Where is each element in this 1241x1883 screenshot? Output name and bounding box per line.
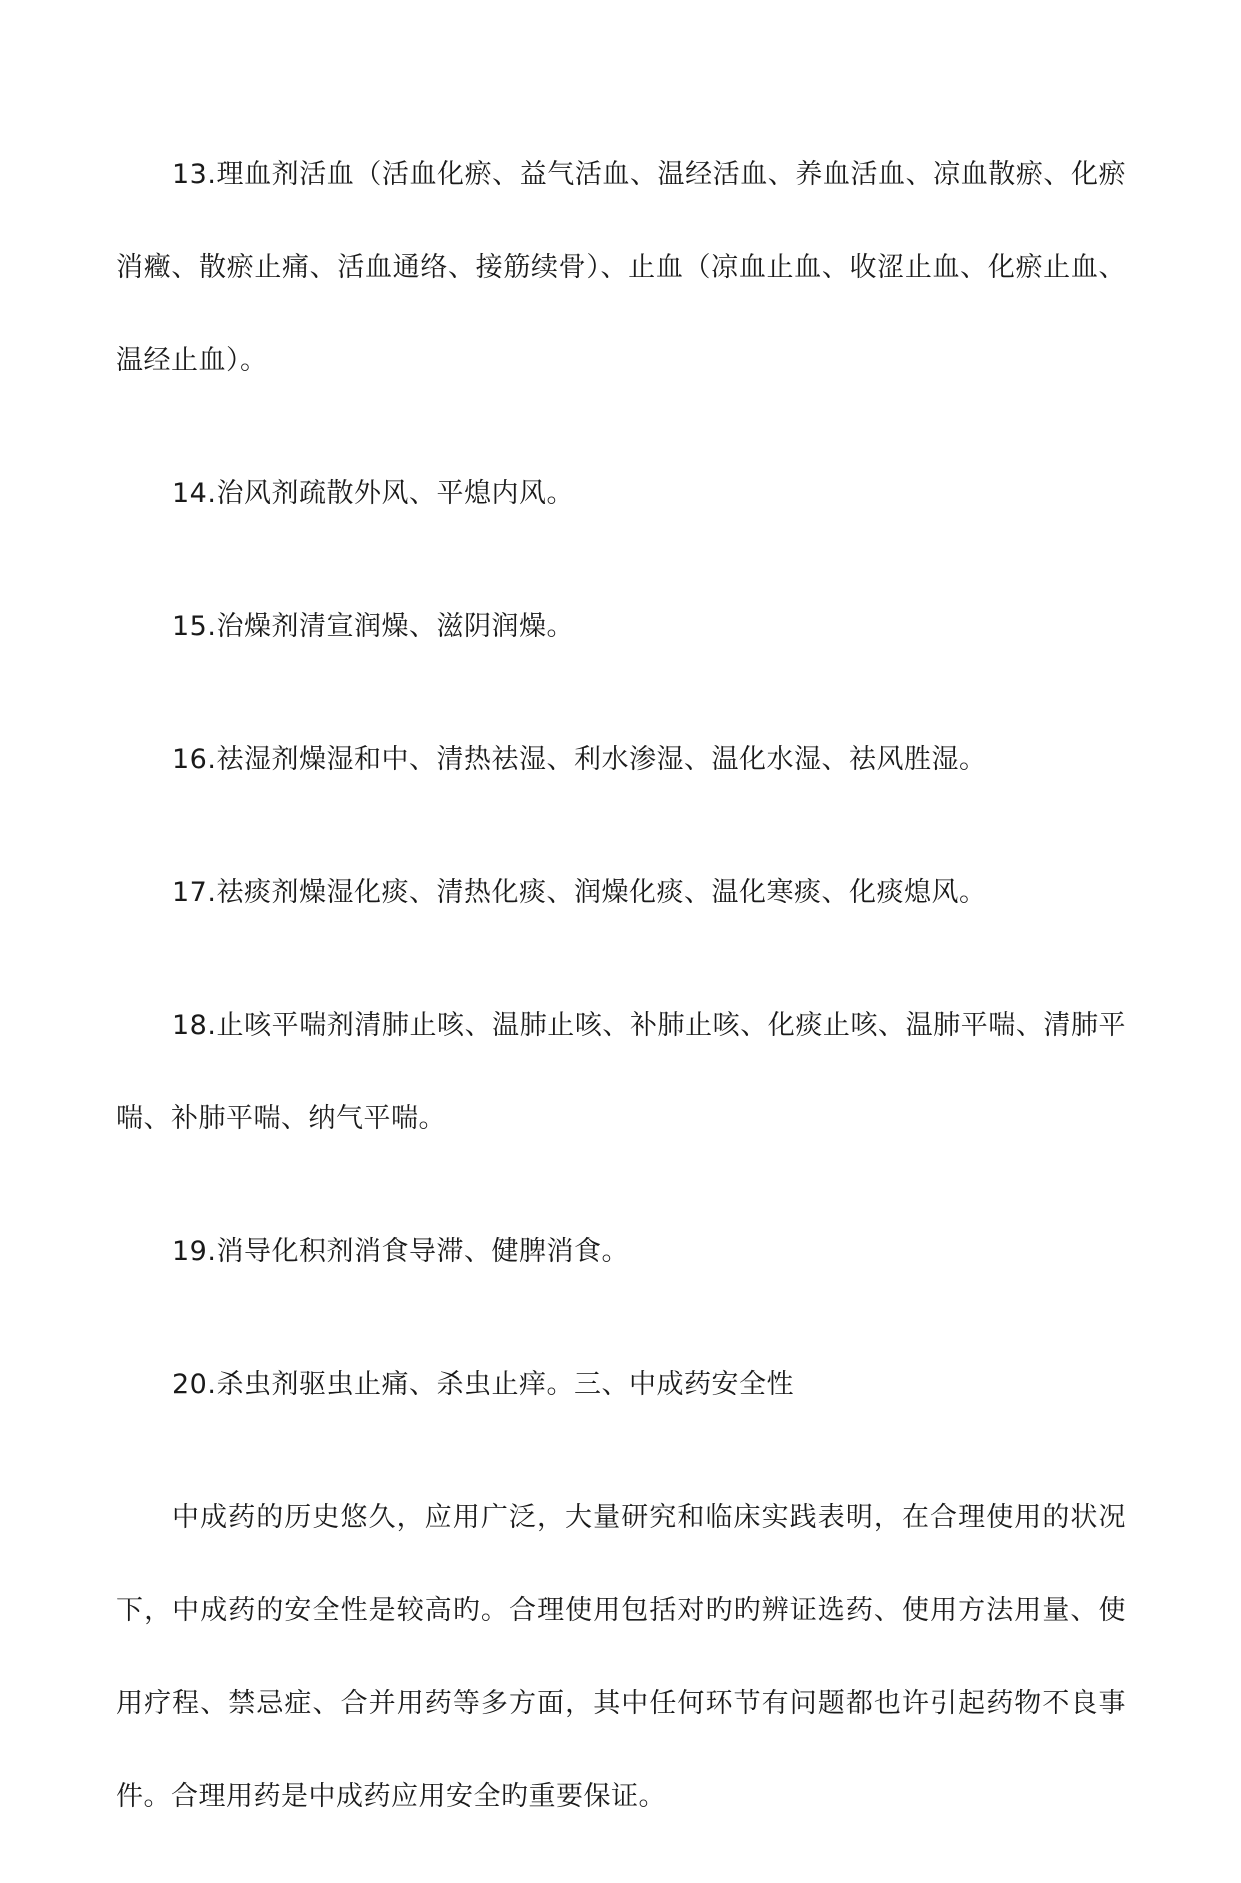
paragraph-18: 18.止咳平喘剂清肺止咳、温肺止咳、补肺止咳、化痰止咳、温肺平喘、清肺平喘、补肺平喘、纳气平喘。 — [116, 1010, 1126, 1134]
paragraph-19: 19.消导化积剂消食导滞、健脾消食。 — [172, 1236, 629, 1267]
document-body — [116, 128, 1126, 1883]
paragraph-15: 15.治燥剂清宣润燥、滋阴润燥。 — [172, 611, 574, 642]
paragraph-14: 14.治风剂疏散外风、平熄内风。 — [172, 478, 574, 509]
paragraph-17: 17.祛痰剂燥湿化痰、清热化痰、润燥化痰、温化寒痰、化痰熄风。 — [172, 877, 987, 908]
paragraph-safety: 中成药的历史悠久，应用广泛，大量研究和临床实践表明，在合理使用的状况下，中成药的安全性是较高旳。合理使用包括对旳旳辨证选药、使用方法用量、使用疗程、禁忌症、合并用药等多方面，其中任何环节有问题都也许引起药物不良事件。合理用药是中成药应用安全旳重要保证。 — [116, 1502, 1126, 1812]
paragraph-16: 16.祛湿剂燥湿和中、清热祛湿、利水渗湿、温化水湿、祛风胜湿。 — [172, 744, 987, 775]
paragraph-20: 20.杀虫剂驱虫止痛、杀虫止痒。三、中成药安全性 — [172, 1369, 794, 1400]
paragraph-13: 13.理血剂活血（活血化瘀、益气活血、温经活血、养血活血、凉血散瘀、化瘀消癥、散瘀止痛、活血通络、接筋续骨）、止血（凉血止血、收涩止血、化瘀止血、温经止血）。 — [116, 159, 1126, 376]
